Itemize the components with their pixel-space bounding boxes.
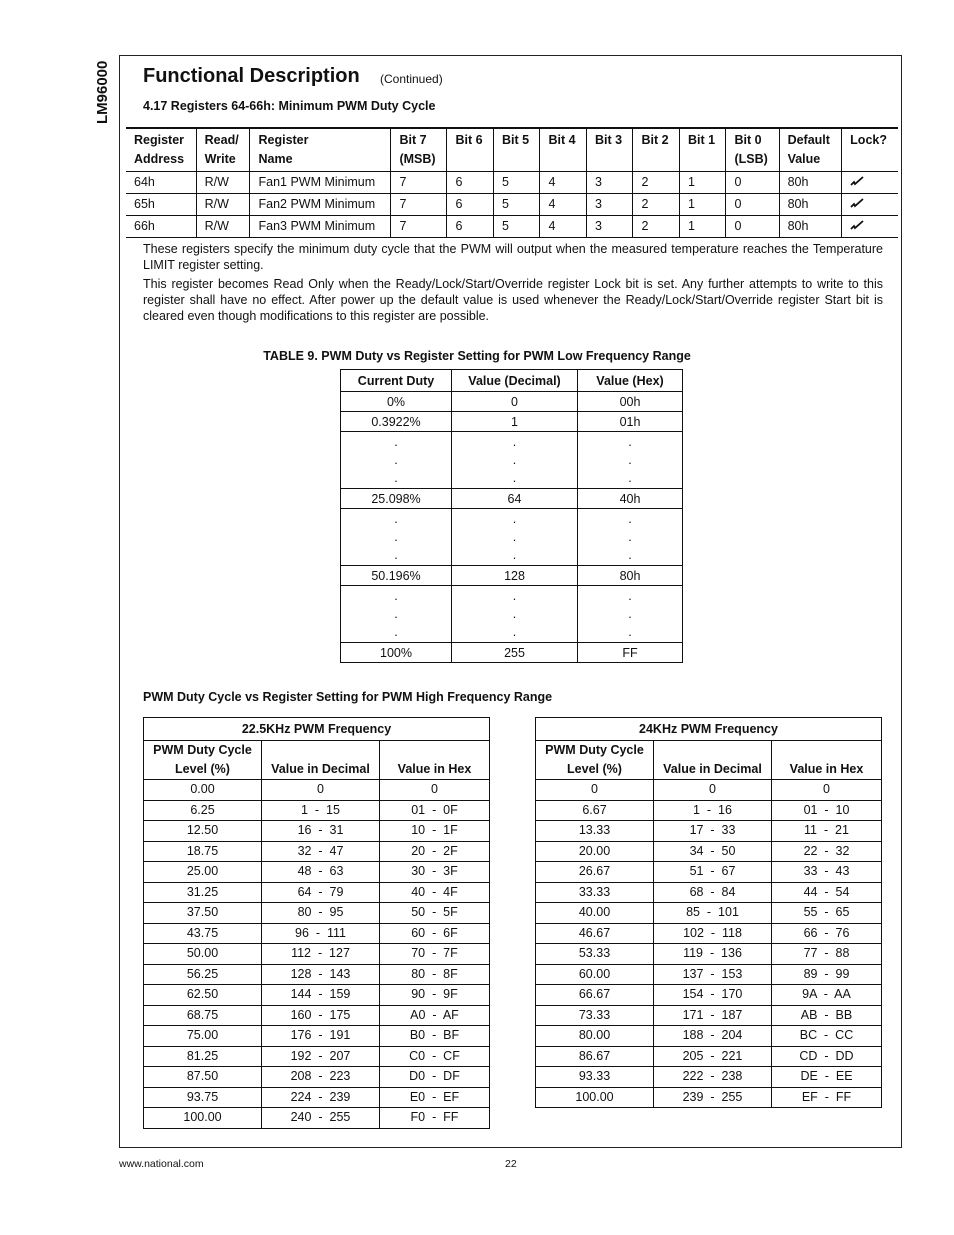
hf-row (144, 1087, 490, 1108)
hf-cell: 100.00 (144, 1108, 262, 1129)
ellipsis-cell: . . . (578, 586, 683, 643)
register-cell: 6 (447, 194, 494, 216)
hf-row (536, 985, 882, 1006)
hf-cell: 160 - 175 (262, 1005, 380, 1026)
register-cell: 6 (447, 172, 494, 194)
register-cell: 4 (540, 172, 587, 194)
table9-col-value-decimal: Value (Decimal) (452, 370, 578, 392)
page-title: Functional Description (143, 65, 360, 87)
register-cell: 4 (540, 194, 587, 216)
col-bit4: Bit 4 (540, 128, 587, 172)
register-cell: 5 (493, 172, 540, 194)
register-cell: R/W (196, 216, 250, 238)
hf-row (144, 780, 490, 801)
hf-cell: 81.25 (144, 1046, 262, 1067)
hf-col-header: Value in Hex (772, 741, 882, 780)
hf-cell: D0 - DF (380, 1067, 490, 1088)
ellipsis-cell: . . . (341, 432, 452, 489)
ellipsis-cell: . . . (452, 586, 578, 643)
table9-cell: 255 (452, 643, 578, 663)
hf-cell: 51 - 67 (654, 862, 772, 883)
hf-cell: 40.00 (536, 903, 654, 924)
hf-cell: 01 - 10 (772, 800, 882, 821)
col-read-write: Read/ Write (196, 128, 250, 172)
hf-cell: 62.50 (144, 985, 262, 1006)
hf-row (536, 841, 882, 862)
hf-cell: 40 - 4F (380, 882, 490, 903)
hf-col-header: Value in Decimal (262, 741, 380, 780)
register-cell: Fan2 PWM Minimum (250, 194, 391, 216)
hf-cell: 66 - 76 (772, 923, 882, 944)
side-part-number: LM96000 (94, 60, 111, 124)
register-cell: 66h (134, 219, 155, 233)
hf-cell: 37.50 (144, 903, 262, 924)
hf-row (536, 800, 882, 821)
hf-cell: 176 - 191 (262, 1026, 380, 1047)
table9-caption: TABLE 9. PWM Duty vs Register Setting for PWM Low Frequency Range (263, 349, 691, 363)
register-cell: 4 (540, 216, 587, 238)
hf-cell: 68.75 (144, 1005, 262, 1026)
hf-cell: 239 - 255 (654, 1087, 772, 1108)
register-cell: 0 (726, 172, 779, 194)
hf-cell: C0 - CF (380, 1046, 490, 1067)
hf-cell: 16 - 31 (262, 821, 380, 842)
register-cell: 3 (586, 194, 633, 216)
hf-cell: 22 - 32 (772, 841, 882, 862)
hf-cell: 20.00 (536, 841, 654, 862)
hf-cell: 205 - 221 (654, 1046, 772, 1067)
hf-table-22-5khz (143, 717, 490, 1129)
hf-row (536, 821, 882, 842)
table9-row (341, 412, 683, 432)
hf-cell: 80 - 95 (262, 903, 380, 924)
hf-row (536, 1005, 882, 1026)
hf-cell: 64 - 79 (262, 882, 380, 903)
check-mark-icon (850, 176, 864, 186)
register-cell: 65h (134, 197, 155, 211)
table9-row (341, 566, 683, 586)
hf-cell: 100.00 (536, 1087, 654, 1108)
table9-cell: 0 (452, 392, 578, 412)
check-mark-icon (850, 220, 864, 230)
hf-col-header: PWM Duty Cycle Level (%) (536, 741, 654, 780)
hf-cell: 222 - 238 (654, 1067, 772, 1088)
hf-cell: 96 - 111 (262, 923, 380, 944)
hf-cell: 89 - 99 (772, 964, 882, 985)
hf-cell: 85 - 101 (654, 903, 772, 924)
hf-row (144, 1067, 490, 1088)
register-cell: 3 (586, 172, 633, 194)
table9-row (341, 586, 683, 643)
hf-cell: 01 - 0F (380, 800, 490, 821)
register-cell: 3 (586, 216, 633, 238)
hf-cell: 90 - 9F (380, 985, 490, 1006)
hf-cell: 224 - 239 (262, 1087, 380, 1108)
hf-cell: 240 - 255 (262, 1108, 380, 1129)
hf-cell: 12.50 (144, 821, 262, 842)
register-cell: 0 (726, 216, 779, 238)
register-cell: 5 (493, 194, 540, 216)
hf-row (536, 1087, 882, 1108)
hf-cell: 6.67 (536, 800, 654, 821)
hf-cell: 33 - 43 (772, 862, 882, 883)
register-cell: 1 (679, 172, 726, 194)
high-freq-caption: PWM Duty Cycle vs Register Setting for PWM High Frequency Range (143, 690, 553, 704)
hf-cell: 34 - 50 (654, 841, 772, 862)
hf-cell: 18.75 (144, 841, 262, 862)
hf-cell: F0 - FF (380, 1108, 490, 1129)
ellipsis-cell: . . . (341, 509, 452, 566)
hf-cell: 20 - 2F (380, 841, 490, 862)
register-cell: 0 (726, 194, 779, 216)
hf-cell: BC - CC (772, 1026, 882, 1047)
hf-cell: 31.25 (144, 882, 262, 903)
hf-cell: 93.33 (536, 1067, 654, 1088)
hf-cell: 60 - 6F (380, 923, 490, 944)
ellipsis-cell: . . . (452, 509, 578, 566)
hf-cell: 46.67 (536, 923, 654, 944)
hf-row (536, 1046, 882, 1067)
hf-cell: 70 - 7F (380, 944, 490, 965)
hf-cell: 144 - 159 (262, 985, 380, 1006)
hf-cell: 10 - 1F (380, 821, 490, 842)
hf-row (144, 903, 490, 924)
table9-row (341, 392, 683, 412)
page-title-continued: (Continued) (380, 72, 443, 86)
register-cell: 1 (679, 216, 726, 238)
hf-cell: 192 - 207 (262, 1046, 380, 1067)
hf-cell: EF - FF (772, 1087, 882, 1108)
register-cell: 2 (633, 172, 680, 194)
col-bit5: Bit 5 (493, 128, 540, 172)
register-cell: 5 (493, 216, 540, 238)
table9-col-current-duty: Current Duty (341, 370, 452, 392)
hf-row (536, 1026, 882, 1047)
table9-row (341, 489, 683, 509)
hf-cell: 44 - 54 (772, 882, 882, 903)
hf-row (536, 964, 882, 985)
hf-row (536, 1067, 882, 1088)
hf-cell: 171 - 187 (654, 1005, 772, 1026)
hf-cell: 6.25 (144, 800, 262, 821)
hf-cell: 9A - AA (772, 985, 882, 1006)
hf-row (536, 780, 882, 801)
hf-row (144, 821, 490, 842)
hf-cell: A0 - AF (380, 1005, 490, 1026)
table9-cell: 100% (341, 643, 452, 663)
table9-cell: 50.196% (341, 566, 452, 586)
register-cell: Fan1 PWM Minimum (250, 172, 391, 194)
hf-cell: 17 - 33 (654, 821, 772, 842)
lock-cell (842, 172, 898, 194)
table9-row (341, 643, 683, 663)
hf-cell: 68 - 84 (654, 882, 772, 903)
hf-cell: DE - EE (772, 1067, 882, 1088)
table9-cell: 1 (452, 412, 578, 432)
hf-cell: 86.67 (536, 1046, 654, 1067)
hf-row (536, 923, 882, 944)
hf-cell: B0 - BF (380, 1026, 490, 1047)
table9-row (341, 509, 683, 566)
hf-table-title: 22.5KHz PWM Frequency (144, 718, 490, 741)
hf-row (144, 964, 490, 985)
hf-col-header: Value in Decimal (654, 741, 772, 780)
table9-cell: 00h (578, 392, 683, 412)
col-lock: Lock? (842, 128, 898, 172)
col-bit0: Bit 0 (LSB) (726, 128, 779, 172)
register-cell: 2 (633, 194, 680, 216)
register-cell: 2 (633, 216, 680, 238)
hf-row (144, 841, 490, 862)
hf-row (144, 1046, 490, 1067)
hf-cell: 0.00 (144, 780, 262, 801)
hf-cell: 66.67 (536, 985, 654, 1006)
hf-cell: 0 (772, 780, 882, 801)
register-cell: 80h (779, 172, 842, 194)
register-cell: 80h (779, 194, 842, 216)
table9-col-value-hex: Value (Hex) (578, 370, 683, 392)
hf-cell: AB - BB (772, 1005, 882, 1026)
hf-cell: 0 (262, 780, 380, 801)
hf-cell: 75.00 (144, 1026, 262, 1047)
col-bit1: Bit 1 (679, 128, 726, 172)
col-bit6: Bit 6 (447, 128, 494, 172)
hf-cell: 30 - 3F (380, 862, 490, 883)
hf-cell: 25.00 (144, 862, 262, 883)
hf-table-24khz (535, 717, 882, 1108)
table9-cell: 80h (578, 566, 683, 586)
ellipsis-cell: . . . (452, 432, 578, 489)
hf-row (144, 1026, 490, 1047)
hf-cell: 50.00 (144, 944, 262, 965)
ellipsis-cell: . . . (578, 509, 683, 566)
col-register-name: Register Name (250, 128, 391, 172)
hf-row (536, 944, 882, 965)
hf-cell: 13.33 (536, 821, 654, 842)
hf-cell: 93.75 (144, 1087, 262, 1108)
hf-col-header: PWM Duty Cycle Level (%) (144, 741, 262, 780)
hf-cell: 55 - 65 (772, 903, 882, 924)
hf-cell: 80 - 8F (380, 964, 490, 985)
table9-cell: 0% (341, 392, 452, 412)
col-register-address: Register Address (134, 133, 185, 166)
col-bit2: Bit 2 (633, 128, 680, 172)
hf-cell: 0 (536, 780, 654, 801)
register-table (126, 127, 898, 238)
description-paragraph-2: This register becomes Read Only when the Ready/Lock/Start/Override register Lock bit is set. Any further attempts to write to this register shall have no effect. After power up the default value is used whenever the Ready/Lock/Start/Override register Start bit is cleared even though modifications to this register are possible. (143, 277, 883, 323)
hf-row (536, 903, 882, 924)
ellipsis-cell: . . . (578, 432, 683, 489)
register-row (126, 194, 898, 216)
hf-cell: 48 - 63 (262, 862, 380, 883)
hf-cell: CD - DD (772, 1046, 882, 1067)
hf-row (144, 862, 490, 883)
hf-cell: 128 - 143 (262, 964, 380, 985)
footer-website: www.national.com (119, 1158, 204, 1170)
hf-cell: 119 - 136 (654, 944, 772, 965)
register-cell: 6 (447, 216, 494, 238)
hf-cell: 1 - 16 (654, 800, 772, 821)
hf-row (144, 1108, 490, 1129)
col-bit3: Bit 3 (586, 128, 633, 172)
register-cell: 64h (134, 175, 155, 189)
hf-cell: 80.00 (536, 1026, 654, 1047)
hf-cell: 87.50 (144, 1067, 262, 1088)
hf-cell: 32 - 47 (262, 841, 380, 862)
hf-cell: 208 - 223 (262, 1067, 380, 1088)
hf-cell: 137 - 153 (654, 964, 772, 985)
register-cell: 7 (391, 194, 447, 216)
lock-cell (842, 216, 898, 238)
register-row (126, 172, 898, 194)
register-cell: Fan3 PWM Minimum (250, 216, 391, 238)
hf-cell: 188 - 204 (654, 1026, 772, 1047)
hf-cell: 1 - 15 (262, 800, 380, 821)
hf-col-header: Value in Hex (380, 741, 490, 780)
register-table-header (126, 128, 898, 172)
hf-row (144, 985, 490, 1006)
hf-row (144, 800, 490, 821)
hf-row (536, 862, 882, 883)
description-paragraph-1: These registers specify the minimum duty cycle that the PWM will output when the measured temperature reaches the Temperature LIMIT register setting. (143, 242, 883, 272)
table9-cell: 40h (578, 489, 683, 509)
hf-cell: 60.00 (536, 964, 654, 985)
lock-cell (842, 194, 898, 216)
check-mark-icon (850, 198, 864, 208)
table9-cell: 64 (452, 489, 578, 509)
table9-cell: 128 (452, 566, 578, 586)
table9-cell: 0.3922% (341, 412, 452, 432)
hf-row (144, 923, 490, 944)
section-title: 4.17 Registers 64-66h: Minimum PWM Duty Cycle (143, 99, 436, 113)
footer-page-number: 22 (505, 1158, 517, 1170)
register-cell: 80h (779, 216, 842, 238)
hf-cell: 73.33 (536, 1005, 654, 1026)
register-row (126, 216, 898, 238)
register-cell: 7 (391, 172, 447, 194)
hf-cell: 77 - 88 (772, 944, 882, 965)
hf-row (536, 882, 882, 903)
table9 (340, 369, 683, 663)
hf-cell: 11 - 21 (772, 821, 882, 842)
hf-cell: 56.25 (144, 964, 262, 985)
col-bit7: Bit 7 (MSB) (391, 128, 447, 172)
hf-cell: 26.67 (536, 862, 654, 883)
table9-cell: 01h (578, 412, 683, 432)
hf-cell: 43.75 (144, 923, 262, 944)
hf-cell: 53.33 (536, 944, 654, 965)
hf-cell: 154 - 170 (654, 985, 772, 1006)
ellipsis-cell: . . . (341, 586, 452, 643)
col-default-value: Default Value (779, 128, 842, 172)
hf-row (144, 1005, 490, 1026)
hf-cell: 0 (654, 780, 772, 801)
table9-row (341, 432, 683, 489)
hf-row (144, 944, 490, 965)
hf-cell: 102 - 118 (654, 923, 772, 944)
hf-cell: 50 - 5F (380, 903, 490, 924)
hf-table-title: 24KHz PWM Frequency (536, 718, 882, 741)
table9-cell: FF (578, 643, 683, 663)
table9-cell: 25.098% (341, 489, 452, 509)
hf-cell: 33.33 (536, 882, 654, 903)
hf-cell: 112 - 127 (262, 944, 380, 965)
register-cell: R/W (196, 194, 250, 216)
register-cell: 7 (391, 216, 447, 238)
hf-cell: 0 (380, 780, 490, 801)
hf-row (144, 882, 490, 903)
register-cell: R/W (196, 172, 250, 194)
register-cell: 1 (679, 194, 726, 216)
hf-cell: E0 - EF (380, 1087, 490, 1108)
